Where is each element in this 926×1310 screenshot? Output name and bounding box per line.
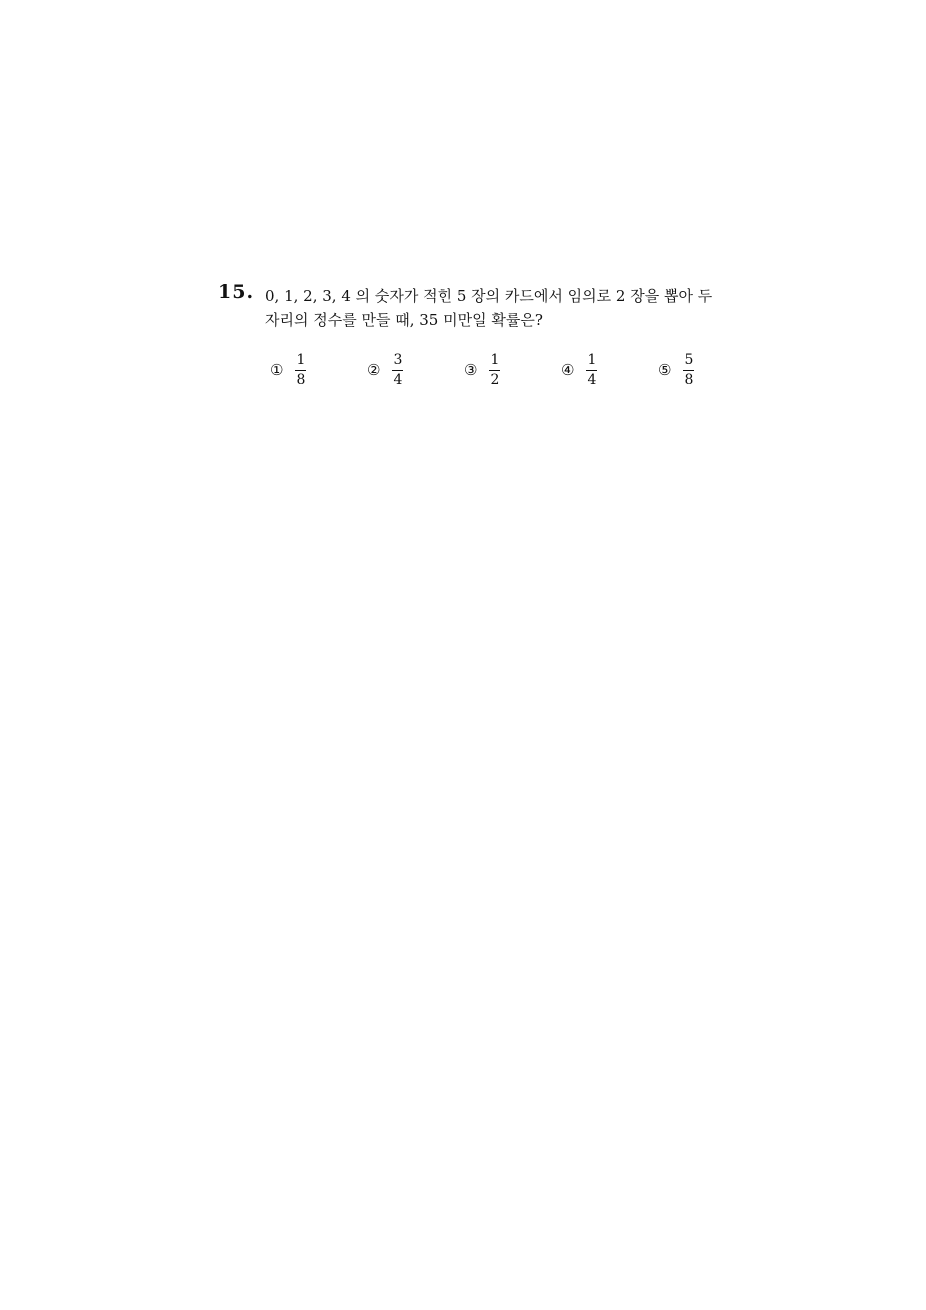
choice-4-marker: ④: [561, 361, 575, 379]
choice-5-denominator: 8: [684, 371, 694, 388]
choice-3-numerator: 1: [490, 351, 500, 368]
choice-4-denominator: 4: [587, 371, 597, 388]
choice-1-marker: ①: [270, 361, 284, 379]
choice-4-fraction: [586, 352, 597, 389]
choice-4-numerator: 1: [587, 351, 597, 368]
question-text-line-1: 0, 1, 2, 3, 4 의 숫자가 적힌 5 장의 카드에서 임의로 2 장을 뽑아 두: [265, 287, 713, 305]
choice-5[interactable]: [658, 350, 694, 390]
choice-5-numerator: 5: [684, 351, 694, 368]
choice-1-numerator: 1: [296, 351, 306, 368]
choice-3-marker: ③: [464, 361, 478, 379]
choice-5-marker: ⑤: [658, 361, 672, 379]
choice-2[interactable]: [367, 350, 403, 390]
choice-1[interactable]: [270, 350, 306, 390]
question-number: 15.: [218, 281, 255, 303]
choice-2-numerator: 3: [393, 351, 403, 368]
choice-1-denominator: 8: [296, 371, 306, 388]
choice-3[interactable]: [464, 350, 500, 390]
choice-4[interactable]: [561, 350, 597, 390]
choice-3-denominator: 2: [490, 371, 500, 388]
choice-2-denominator: 4: [393, 371, 403, 388]
choice-2-fraction: [392, 352, 403, 389]
choice-1-fraction: [295, 352, 306, 389]
choice-3-fraction: [489, 352, 500, 389]
question-text: [265, 284, 735, 332]
question-text-line-2: 자리의 정수를 만들 때, 35 미만일 확률은?: [265, 311, 543, 329]
choice-5-fraction: [683, 352, 694, 389]
choice-2-marker: ②: [367, 361, 381, 379]
